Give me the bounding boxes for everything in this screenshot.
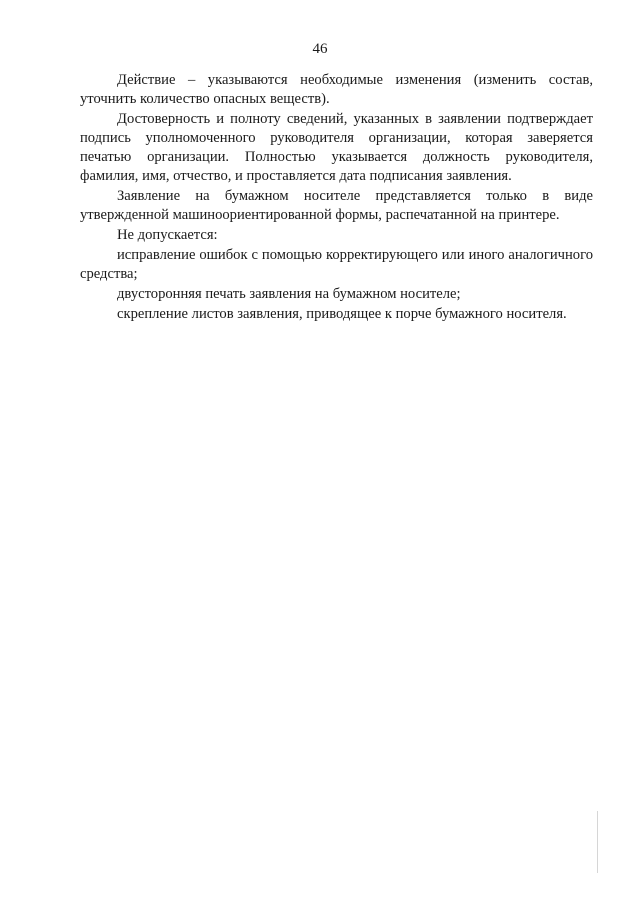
- list-item-binding: скрепление листов заявления, приводящее к порче бумажного носителя.: [117, 306, 567, 322]
- list-item-correction: исправление ошибок с помощью корректирующего или иного аналогичного средства;: [80, 247, 593, 282]
- page-number: 46: [312, 41, 328, 57]
- paragraph-signature: Достоверность и полноту сведений, указанных в заявлении подтверждает подпись уполномоченного руководителя организации, которая заверяется печатью организации. Полностью указывается должность руководителя, фамилия, имя, отчество, и проставляется дата подписания заявления.: [80, 111, 593, 184]
- scan-edge-mark: [597, 811, 598, 873]
- paragraph-paper-form: Заявление на бумажном носителе представляется только в виде утвержденной машиноориентированной формы, распечатанной на принтере.: [80, 188, 593, 223]
- list-item-duplex-print: двусторонняя печать заявления на бумажном носителе;: [117, 286, 461, 302]
- paragraph-not-allowed-heading: Не допускается:: [117, 227, 218, 243]
- document-body: [80, 71, 593, 325]
- paragraph-action: Действие – указываются необходимые изменения (изменить состав, уточнить количество опасных веществ).: [80, 72, 593, 107]
